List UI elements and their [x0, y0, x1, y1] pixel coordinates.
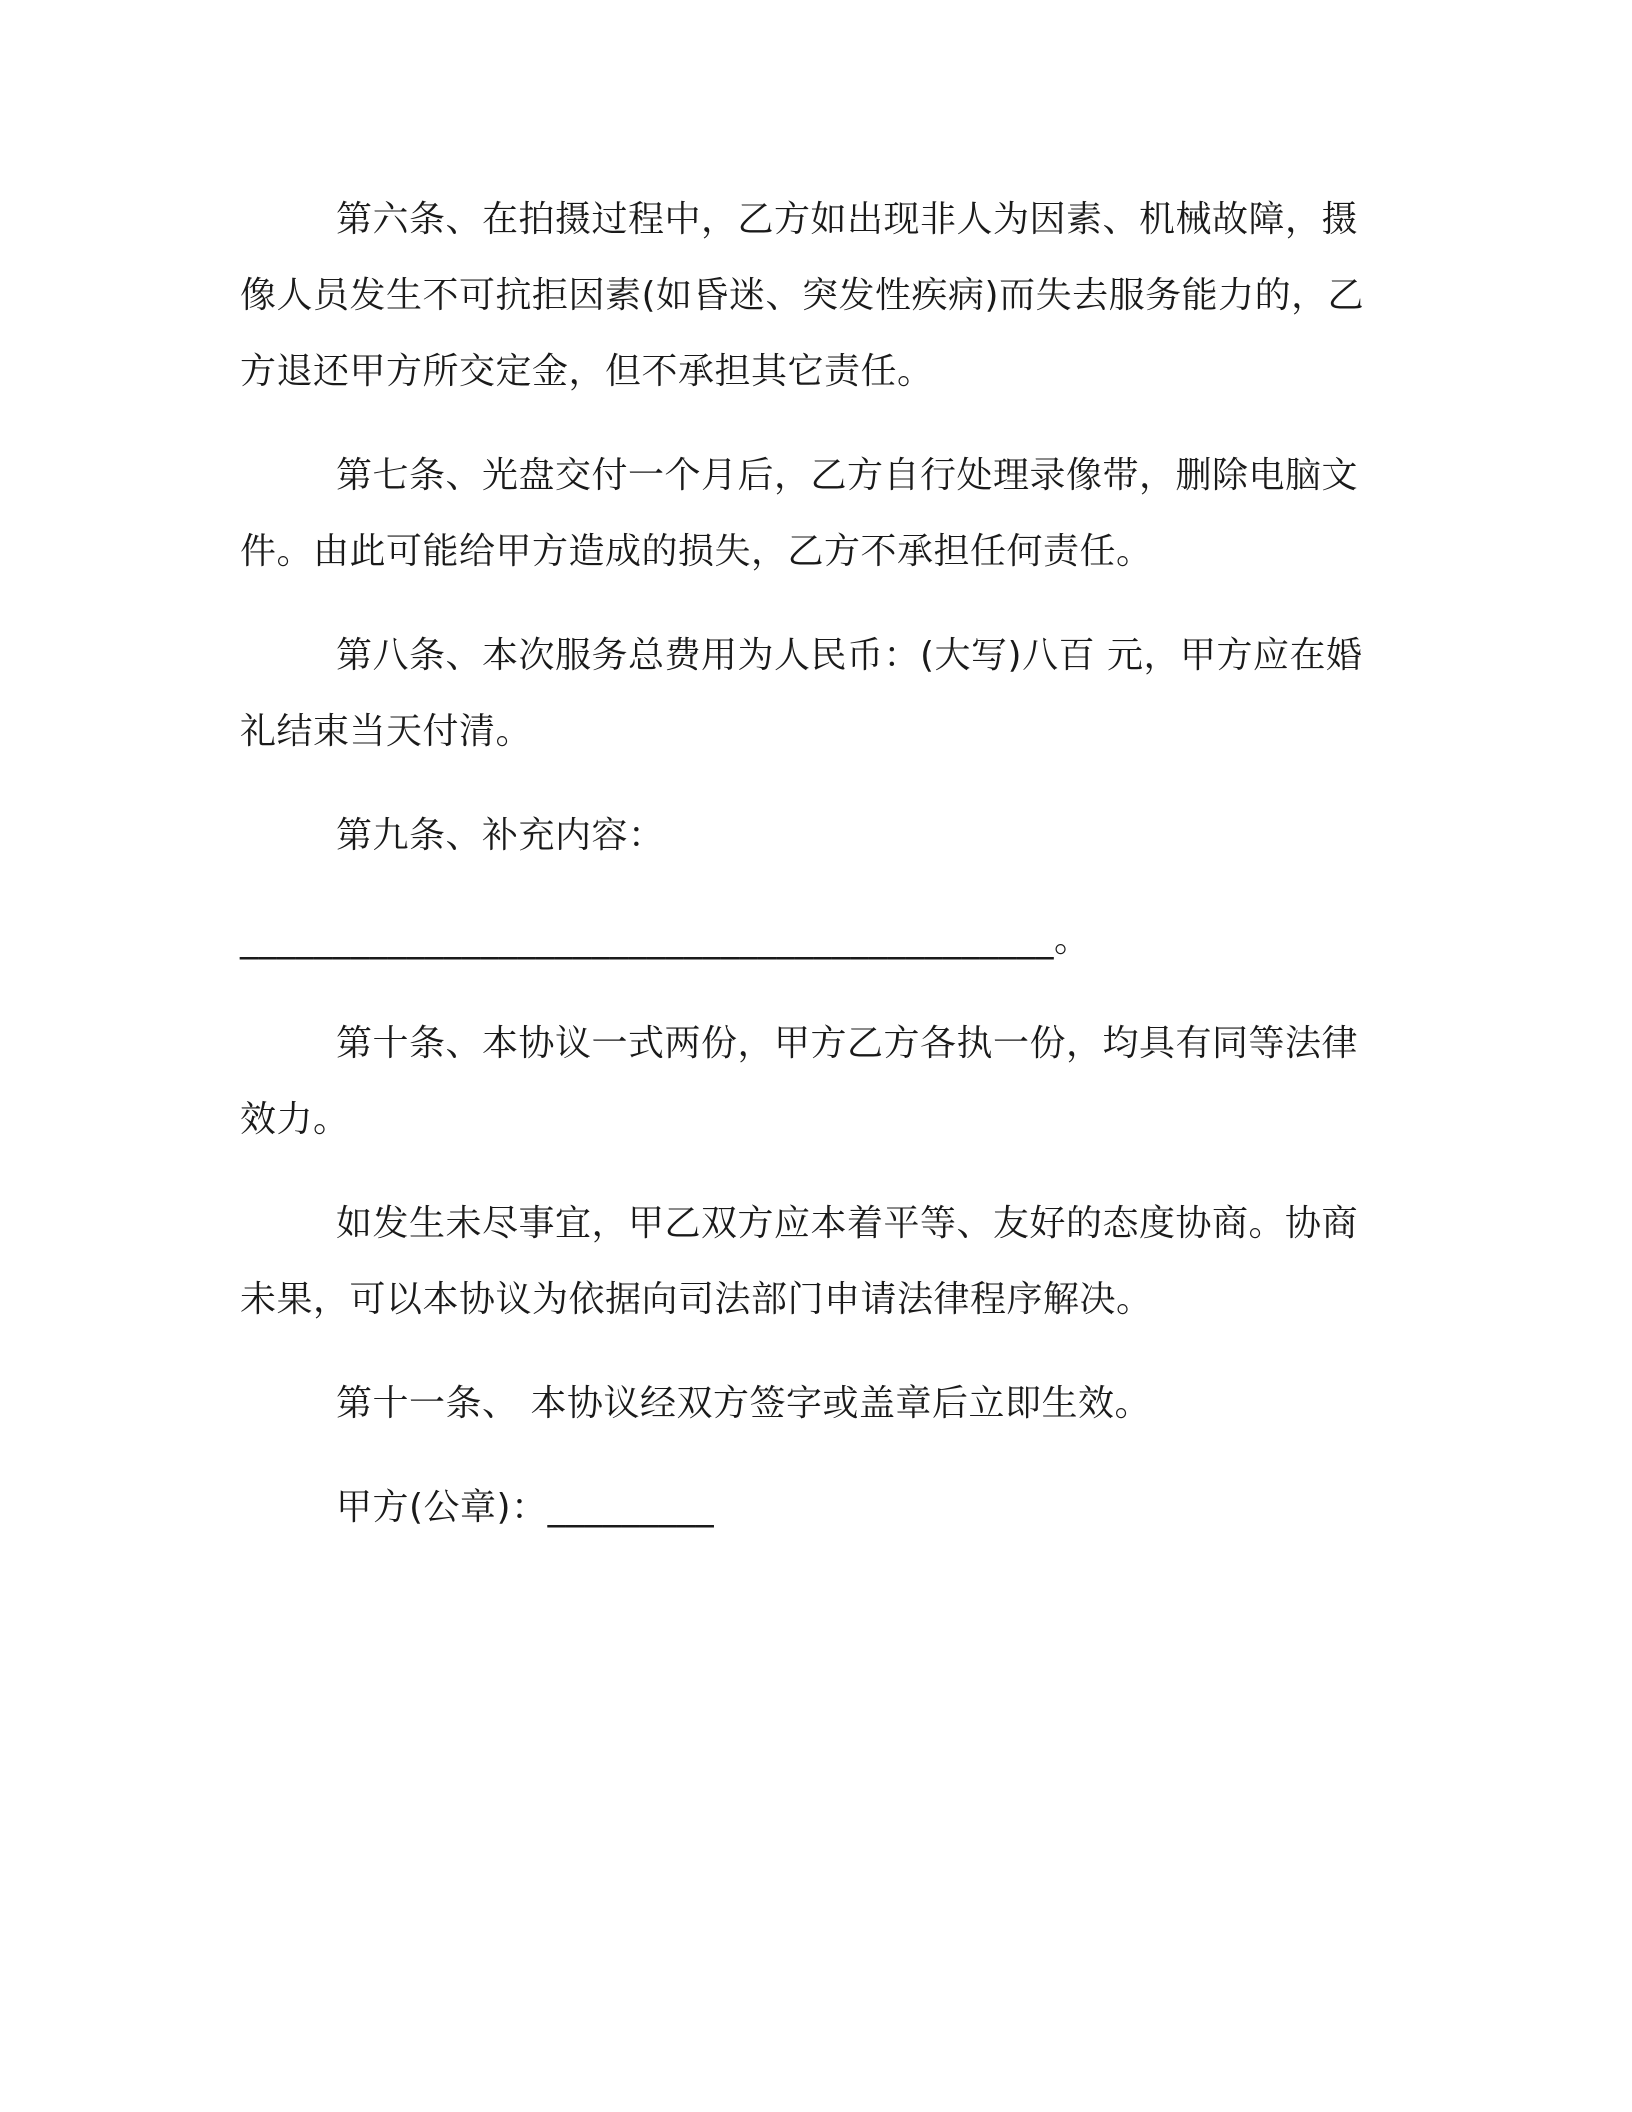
article-9-paragraph: 第九条、补充内容：: [336, 815, 665, 856]
article-8-paragraph: 第八条、本次服务总费用为人民币：(大写)八百 元，甲方应在婚礼结束当天付清。: [240, 635, 1363, 752]
document-body: [240, 182, 1370, 1574]
article-10-paragraph: 第十条、本协议一式两份，甲方乙方各执一份，均具有同等法律效力。: [240, 1023, 1359, 1140]
article-6-paragraph: 第六条、在拍摄过程中，乙方如出现非人为因素、机械故障，摄像人员发生不可抗拒因素(如昏迷、突发性疾病)而失去服务能力的，乙方退还甲方所交定金，但不承担其它责任。: [240, 199, 1365, 392]
disputes-paragraph: 如发生未尽事宜，甲乙双方应本着平等、友好的态度协商。协商未果，可以本协议为依据向司法部门申请法律程序解决。: [240, 1203, 1359, 1320]
party-a-seal-line: 甲方(公章)：_________: [336, 1487, 715, 1528]
supplement-blank-line: ____________________________________________。: [240, 919, 1091, 960]
article-7-paragraph: 第七条、光盘交付一个月后，乙方自行处理录像带，删除电脑文件。由此可能给甲方造成的损失，乙方不承担任何责任。: [240, 455, 1359, 572]
article-11-paragraph: 第十一条、 本协议经双方签字或盖章后立即生效。: [336, 1383, 1151, 1424]
